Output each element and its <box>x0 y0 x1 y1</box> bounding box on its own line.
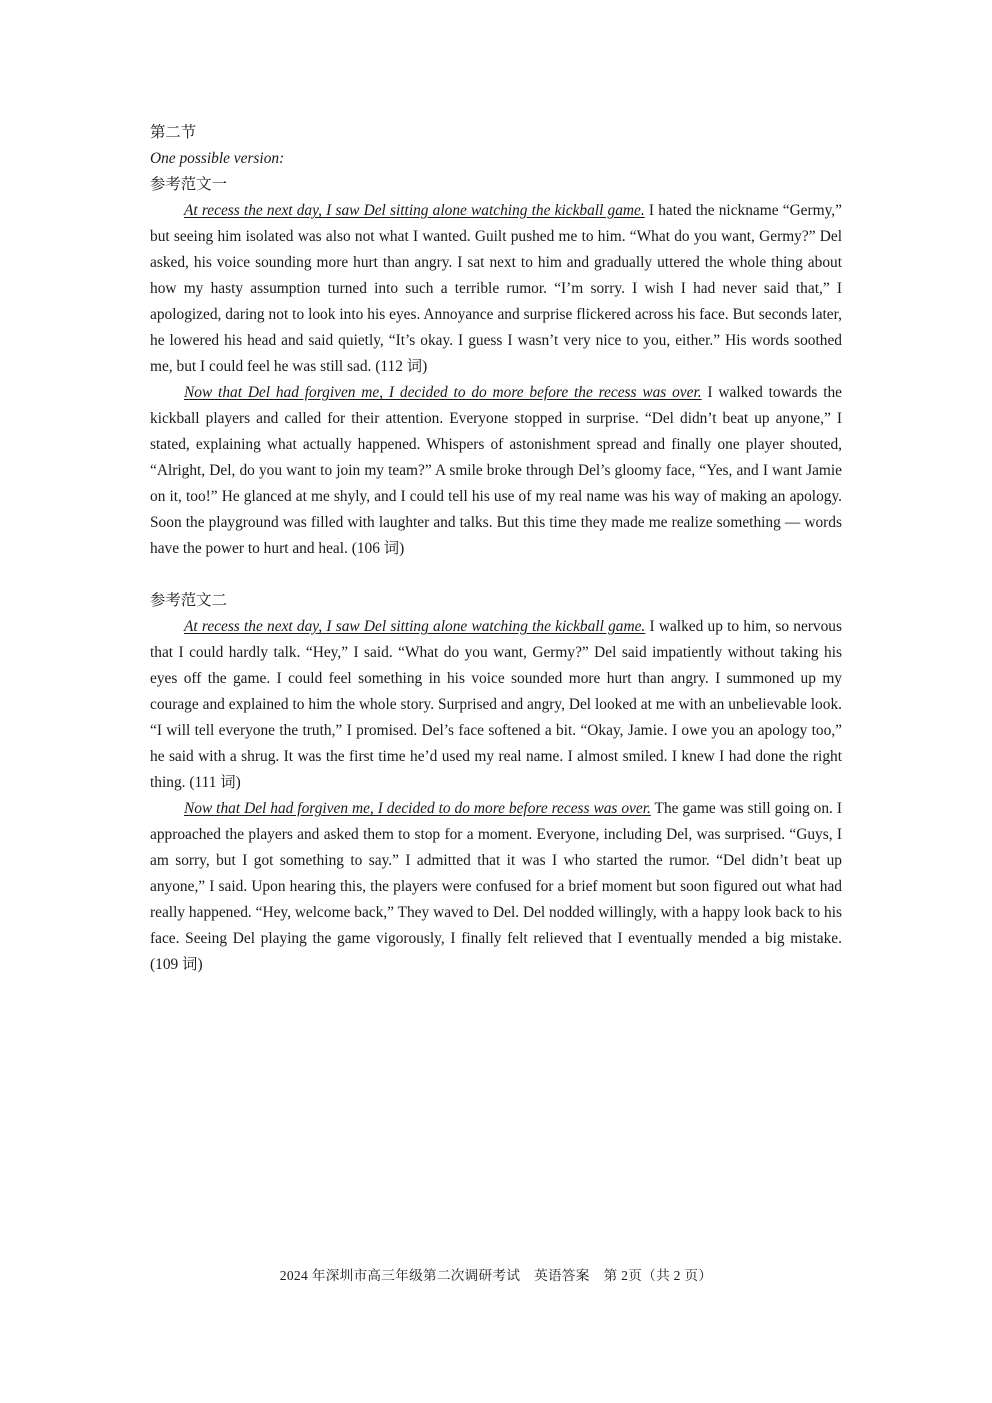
paragraph-body: I hated the nickname “Germy,” but seeing him isolated was also not what I wanted. Guilt pushed me to him. “What do you want, Germy?” Del asked, his voice sounding more hurt than angry. I sat next to him and gradually uttered the whole thing about how my hasty assumption turned into such a terrible rumor. “I’m sorry. I wish I had never said that,” I apologized, daring not to look into his eyes. Annoyance and surprise flickered across his face. But seconds later, he lowered his head and said quietly, “It’s okay. I guess I wasn’t very nice to you, either.” His words soothed me, but I could feel he was still sad. (112 词) <box>150 202 842 375</box>
essay-1-paragraph-2 <box>150 380 842 562</box>
spacer <box>150 562 842 588</box>
essay-1-paragraph-1 <box>150 198 842 380</box>
essay-1-title: 参考范文一 <box>150 176 227 193</box>
essay-2-paragraph-2 <box>150 796 842 978</box>
given-opening-sentence: Now that Del had forgiven me, I decided to do more before the recess was over. <box>184 384 702 401</box>
given-opening-sentence: At recess the next day, I saw Del sitting alone watching the kickball game. <box>184 202 645 219</box>
version-label: One possible version: <box>150 150 285 167</box>
essay-2-paragraph-1 <box>150 614 842 796</box>
given-opening-sentence: At recess the next day, I saw Del sitting alone watching the kickball game. <box>184 618 646 635</box>
answer-content <box>150 120 842 978</box>
paragraph-body: I walked towards the kickball players and called for their attention. Everyone stopped in surprise. “Del didn’t beat up anyone,” I stated, explaining what actually happened. Whispers of astonishment spread and finally one player shouted, “Alright, Del, do you want to join my team?” A smile broke through Del’s gloomy face, “Yes, and I want Jamie on it, too!” He glanced at me shyly, and I could tell his use of my real name was his way of making an apology. Soon the playground was filled with laughter and talks. But this time they made me realize something — words have the power to hurt and heal. (106 词) <box>150 384 842 557</box>
essay-2-title: 参考范文二 <box>150 592 227 609</box>
paragraph-body: The game was still going on. I approached the players and asked them to stop for a moment. Everyone, including Del, was surprised. “Guys, I am sorry, but I got something to say.” I admitted that it was I who started the rumor. “Del didn’t beat up anyone,” I said. Upon hearing this, the players were confused for a brief moment but soon figured out what had really happened. “Hey, welcome back,” They waved to Del. Del nodded willingly, with a happy look back to his face. Seeing Del playing the game vigorously, I finally felt relieved that I eventually mended a big mistake. (109 词) <box>150 800 842 973</box>
given-opening-sentence: Now that Del had forgiven me, I decided to do more before recess was over. <box>184 800 651 817</box>
section-title: 第二节 <box>150 124 197 141</box>
page-footer: 2024 年深圳市高三年级第二次调研考试 英语答案 第 2页（共 2 页） <box>279 1268 713 1283</box>
paragraph-body: I walked up to him, so nervous that I could hardly talk. “Hey,” I said. “What do you want, Germy?” Del said impatiently without taking his eyes off the game. I could feel something in his voice sounded more hurt than angry. I summoned up my courage and explained to him the whole story. Surprised and angry, Del looked at me with an unbelievable look. “I will tell everyone the truth,” I promised. Del’s face softened a bit. “Okay, Jamie. I owe you an apology too,” he said with a shrug. It was the first time he’d used my real name. I almost smiled. I knew I had done the right thing. (111 词) <box>150 618 842 791</box>
